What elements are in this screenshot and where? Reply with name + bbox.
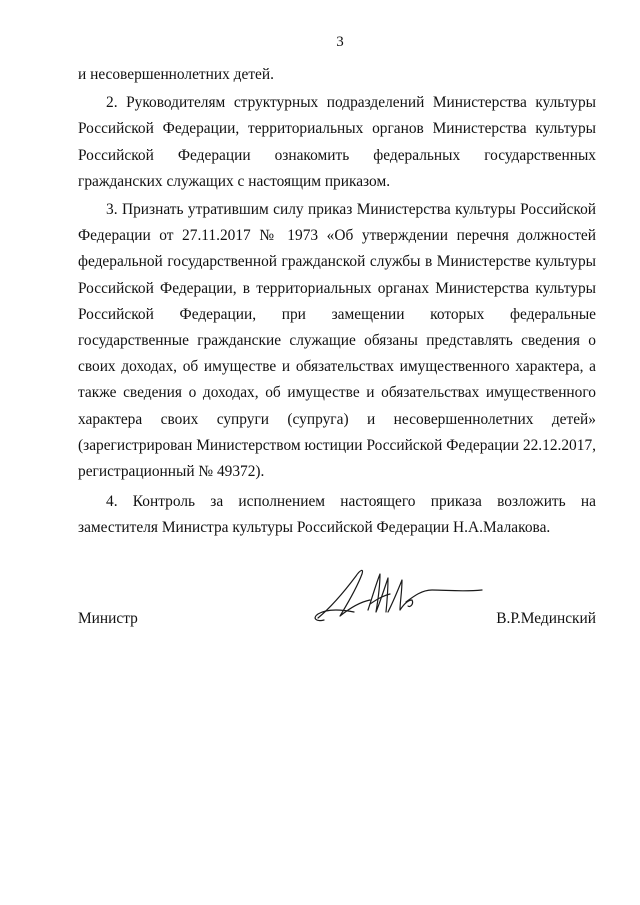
document-body bbox=[78, 62, 596, 542]
paragraph-item-2: 2. Руководителям структурных подразделений Министерства культуры Российской Федерации, территориальных органов Министерства культуры Российской Федерации ознакомить федеральных государственных гражданских служащих с настоящим приказом. bbox=[78, 94, 596, 190]
paragraph-item-4: 4. Контроль за исполнением настоящего приказа возложить на заместителя Министра культуры Российской Федерации Н.А.Малакова. bbox=[78, 493, 596, 537]
signature-block bbox=[78, 560, 596, 640]
paragraph-continuation: и несовершеннолетних детей. bbox=[78, 66, 274, 83]
paragraph-item-3: 3. Признать утратившим силу приказ Министерства культуры Российской Федерации от 27.11.2017 № 1973 «Об утверждении перечня должностей федеральной государственной гражданской службы в Министерстве культуры Российской Федерации, в территориальных органах Министерства культуры Российской Федерации, при замещении которых федеральные государственные гражданские служащие обязаны представлять сведения о своих доходах, об имуществе и обязательствах имущественного характера, а также сведения о доходах, об имуществе и обязательствах имущественного характера своих супруги (супруга) и несовершеннолетних детей» (зарегистрирован Министерством юстиции Российской Федерации 22.12.2017, регистрационный № 49372). bbox=[78, 201, 596, 481]
signer-name: В.Р.Мединский bbox=[496, 610, 596, 627]
handwritten-signature bbox=[310, 560, 490, 630]
page-number: 3 bbox=[336, 34, 344, 50]
signer-position: Министр bbox=[78, 610, 138, 627]
